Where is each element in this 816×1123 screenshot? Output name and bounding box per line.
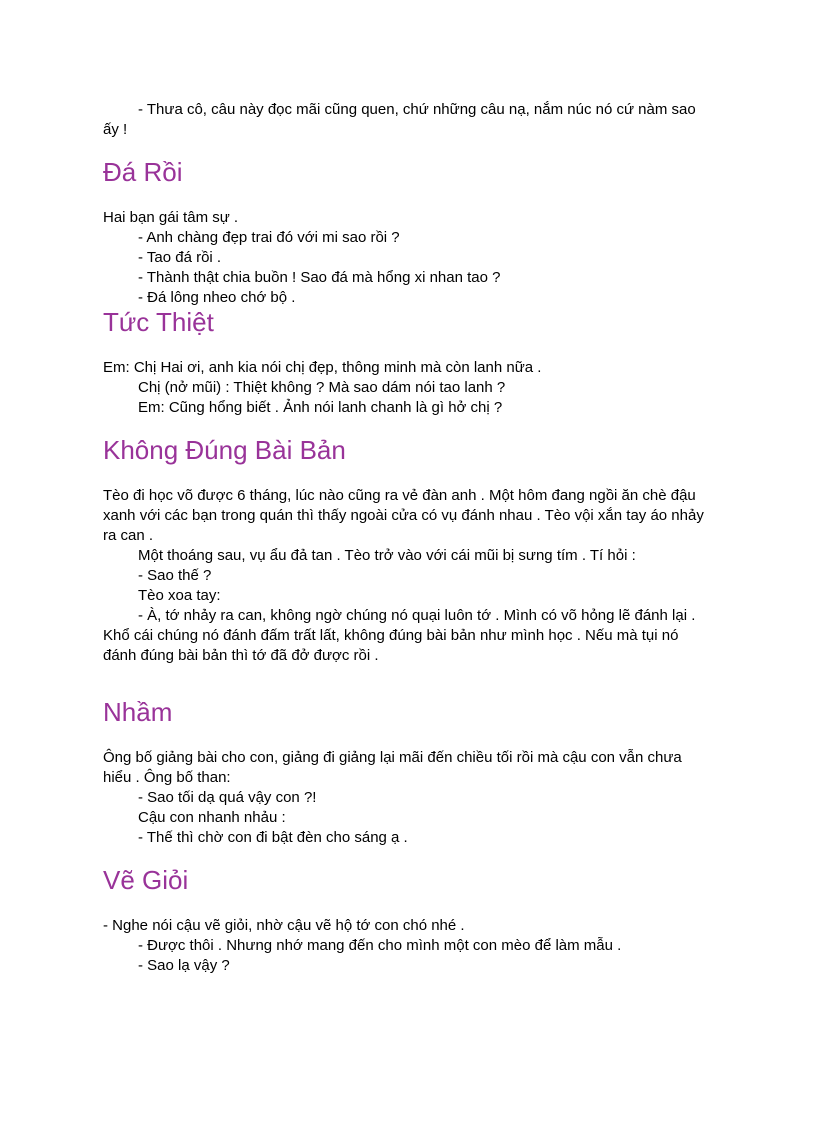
dialogue-line: - Tao đá rồi . — [138, 249, 222, 266]
dialogue-line: - Sao thế ? — [138, 567, 212, 584]
dialogue-line: - Thế thì chờ con đi bật đèn cho sáng ạ . — [138, 829, 408, 846]
dialogue-line: Cậu con nhanh nhảu : — [138, 809, 286, 826]
section-heading-khong-dung-bai-ban: Không Đúng Bài Bản — [103, 435, 346, 465]
dialogue-line: - À, tớ nhảy ra can, không ngờ chúng nó quại luôn tớ . Mình có võ hỏng lẽ đánh lại . Khổ cái chúng nó đánh đấm trất lất, không đúng bài bản như mình học . Nếu mà tụi nó đánh đúng bài bản thì tớ đã đở được rồi . — [103, 607, 696, 664]
paragraph: Hai bạn gái tâm sự . — [103, 209, 239, 226]
section-heading-tuc-thiet: Tức Thiệt — [103, 307, 214, 337]
section-heading-ve-gioi: Vẽ Giỏi — [103, 865, 189, 895]
dialogue-line: Em: Cũng hổng biết . Ảnh nói lanh chanh là gì hở chị ? — [138, 399, 503, 416]
document-content — [103, 0, 705, 976]
dialogue-line: - Được thôi . Nhưng nhớ mang đến cho mình một con mèo để làm mẫu . — [138, 937, 622, 954]
paragraph: Tèo đi học võ được 6 tháng, lúc nào cũng ra vẻ đàn anh . Một hôm đang ngồi ăn chè đậu xanh với các bạn trong quán thì thấy ngoài cửa có vụ đánh nhau . Tèo vội xắn tay áo nhảy ra can . — [103, 487, 704, 544]
paragraph: - Nghe nói cậu vẽ giỏi, nhờ cậu vẽ hộ tớ con chó nhé . — [103, 917, 465, 934]
paragraph: Em: Chị Hai ơi, anh kia nói chị đẹp, thông minh mà còn lanh nữa . — [103, 359, 542, 376]
blank-line — [103, 666, 705, 680]
dialogue-line: Tèo xoa tay: — [138, 587, 221, 604]
dialogue-line: - Sao tối dạ quá vậy con ?! — [138, 789, 317, 806]
intro-paragraph: - Thưa cô, câu này đọc mãi cũng quen, chứ những câu nạ, nắm núc nó cứ nàm sao ấy ! — [103, 101, 696, 138]
dialogue-line: Một thoáng sau, vụ ẩu đả tan . Tèo trở vào với cái mũi bị sưng tím . Tí hỏi : — [138, 547, 636, 564]
section-heading-nham: Nhầm — [103, 697, 173, 727]
section-heading-da-roi: Đá Rồi — [103, 157, 183, 187]
dialogue-line: - Sao lạ vậy ? — [138, 957, 230, 974]
dialogue-line: - Thành thật chia buồn ! Sao đá mà hổng xi nhan tao ? — [138, 269, 501, 286]
dialogue-line: Chị (nở mũi) : Thiệt không ? Mà sao dám nói tao lanh ? — [138, 379, 506, 396]
dialogue-line: - Anh chàng đẹp trai đó với mi sao rồi ? — [138, 229, 400, 246]
paragraph: Ông bố giảng bài cho con, giảng đi giảng lại mãi đến chiều tối rồi mà cậu con vẫn chưa hiểu . Ông bố than: — [103, 749, 682, 786]
dialogue-line: - Đá lông nheo chớ bộ . — [138, 289, 296, 306]
